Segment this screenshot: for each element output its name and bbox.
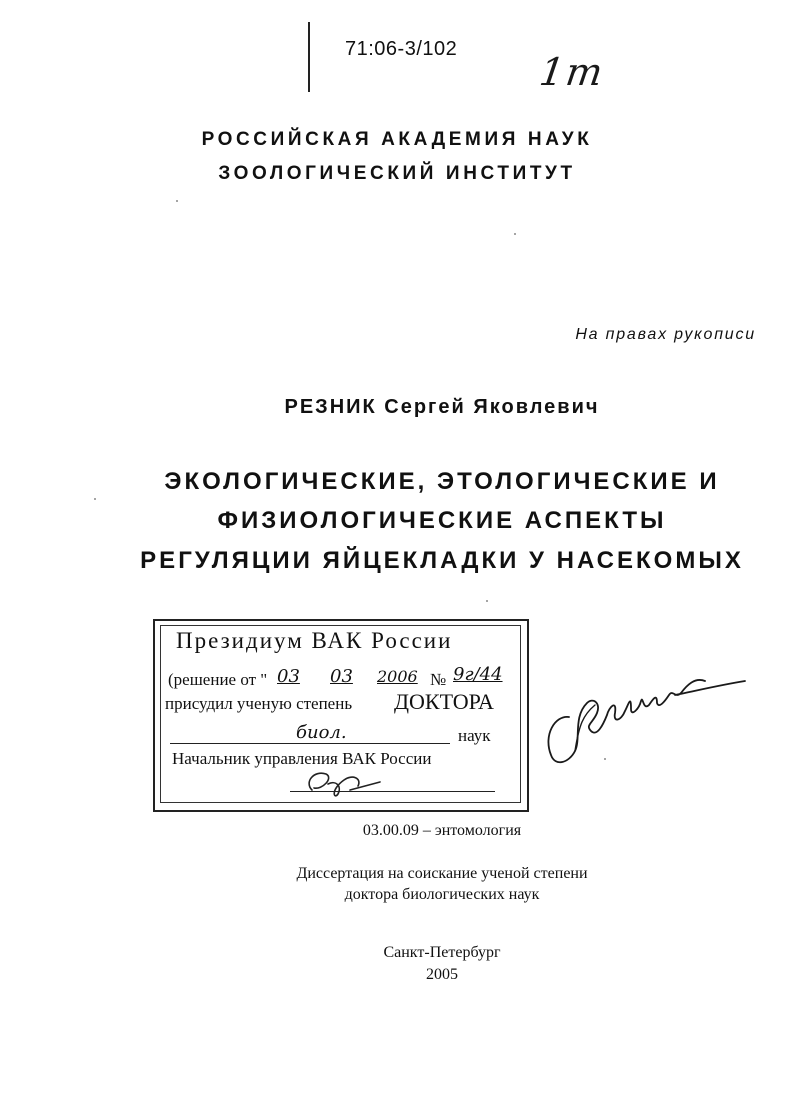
city: Санкт-Петербург xyxy=(383,944,501,961)
stamp-degree: ДОКТОРА xyxy=(394,689,494,714)
year: 2005 xyxy=(426,966,458,983)
stamp-title: Президиум ВАК России xyxy=(176,628,453,653)
scan-speck xyxy=(176,200,178,202)
scan-speck xyxy=(514,233,516,235)
scan-speck xyxy=(604,758,606,760)
margin-rule xyxy=(308,22,310,92)
specialty: 03.00.09 – энтомология xyxy=(362,822,522,839)
stamp-number: 9г/44 xyxy=(453,664,503,685)
stamp-nauk: наук xyxy=(458,726,491,745)
stamp-day: 03 xyxy=(277,666,300,687)
stamp-field: биол. xyxy=(296,722,347,743)
stamp-field-underline xyxy=(170,743,450,744)
scan-speck xyxy=(486,600,488,602)
title-line-2: ФИЗИОЛОГИЧЕСКИЕ АСПЕКТЫ xyxy=(217,507,667,534)
author-name: РЕЗНИК Сергей Яковлевич xyxy=(284,396,600,418)
institution-academy: РОССИЙСКАЯ АКАДЕМИЯ НАУК xyxy=(201,129,593,150)
author-signature xyxy=(535,655,750,775)
library-cipher: 71:06-3/102 xyxy=(345,38,458,60)
manuscript-note: На правах рукописи xyxy=(575,326,756,343)
stamp-number-label: № xyxy=(430,670,447,689)
scan-speck xyxy=(94,498,96,500)
dissertation-line-1: Диссертация на соискание ученой степени xyxy=(296,865,588,882)
title-line-1: ЭКОЛОГИЧЕСКИЕ, ЭТОЛОГИЧЕСКИЕ И xyxy=(164,468,720,495)
stamp-signature xyxy=(300,760,390,802)
stamp-decision-label: (решение от " xyxy=(168,670,268,689)
stamp-year: 2006 xyxy=(377,667,418,686)
stamp-chief: Начальник управления ВАК России xyxy=(172,749,432,768)
dissertation-line-2: доктора биологических наук xyxy=(344,886,540,903)
stamp-month: 03 xyxy=(330,666,353,687)
handwritten-mark: 1т xyxy=(536,50,608,94)
title-line-3: РЕГУЛЯЦИИ ЯЙЦЕКЛАДКИ У НАСЕКОМЫХ xyxy=(140,547,744,574)
institution-institute: ЗООЛОГИЧЕСКИЙ ИНСТИТУТ xyxy=(218,163,576,184)
stamp-awarded-text: присудил ученую степень xyxy=(165,694,353,713)
